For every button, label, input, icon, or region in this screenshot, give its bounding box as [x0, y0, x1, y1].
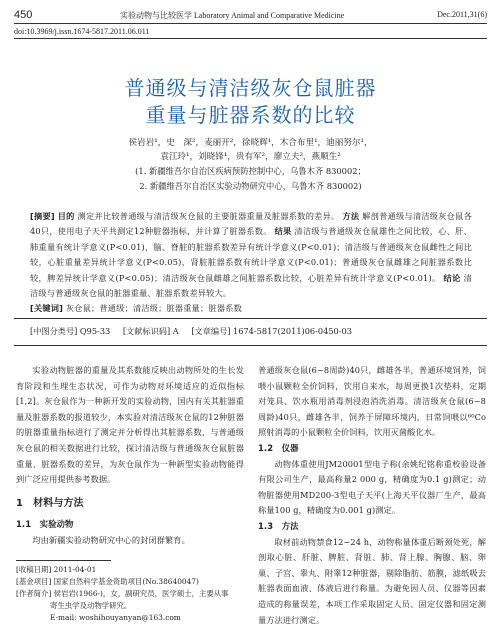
doi: doi:10.3969/j.issn.1674-5817.2011.06.011: [14, 27, 150, 36]
animals-detail-paragraph: 普通级灰仓鼠(6~8周龄)40只，雌雄各半，普通环境饲养，饲喂小鼠颗粒全价饲料，饮用自来水，每周更换1次垫料，定期对笼具、饮水瓶用消毒剂浸泡消洗消毒。清洁级灰仓鼠(6~8周龄)40只，雌雄各半，饲养于屏障环境内，日常饲喂以⁶⁰Co照射消毒的小鼠颗粒全价饲料，饮用灭菌酸化水。: [258, 365, 486, 438]
conclusion-text: 清洁级与普通级灰仓鼠的脏器重量、脏器系数差异较大。: [30, 272, 472, 299]
author-bio-cont: 寄生虫学及动物学研究。: [50, 601, 132, 610]
objective-text: 测定并比较普通级与清洁级灰仓鼠的主要脏器重量及脏器系数的差异。: [77, 211, 340, 221]
affiliations: [0, 164, 501, 194]
animals-paragraph: 均由新疆实验动物研究中心的封闭群繁育。: [32, 534, 190, 545]
section-heading-1-1: 1.1 实验动物: [16, 519, 74, 530]
right-column: [258, 363, 486, 628]
author-email: E-mail: woshihouyanyan@163.com: [50, 613, 181, 622]
abstract-label: [摘要]: [30, 211, 55, 221]
received-date: [收稿日期] 2011-04-01: [16, 565, 97, 574]
classification-line: [30, 326, 472, 337]
section-heading-1-2: 1.2 仪器: [258, 442, 299, 453]
keywords-label: [关键词]: [30, 303, 64, 314]
title-line-1: 普通级与清洁级灰仓鼠脏器: [124, 76, 377, 100]
left-column: [16, 363, 244, 549]
journal-name: 实验动物与比较医学 Laboratory Animal and Comparative Medicine: [120, 11, 345, 20]
authors-line-2: 袁江玲¹，刘晓锋¹，贵有军²，廖立夫²，燕顺生²: [160, 152, 341, 162]
document-code: [文献标识码] A: [122, 326, 179, 336]
methods-paragraph: 取材前动物禁食12~24 h，动物称量体重后断颈处死，解剖取心脏、肝脏、脾脏、肾脏、肺、肾上腺、胸腺、脑、卵巢、子宫、睾丸、附睾12种脏器，剔除脂肪、筋膜，滤纸吸去脏器表面血液、体液后进行称量。为避免因人员、仪器等因素造成的称量误差，本项工作采取固定人员、固定仪器和固定测量方法进行测定。: [258, 536, 486, 625]
doi-rule: [14, 38, 487, 39]
classification-rule: [14, 345, 487, 346]
section-heading-1-3: 1.3 方法: [258, 520, 299, 531]
method-label: 方法: [342, 211, 360, 221]
footnotes: [16, 564, 246, 624]
title-line-2: 重量与脏器系数的比较: [145, 103, 356, 127]
section-heading-1: 1 材料与方法: [16, 497, 84, 509]
page-number: 450: [14, 9, 33, 21]
abstract-rule: [14, 318, 487, 319]
issue-date: Dec.2011,31(6): [437, 10, 487, 19]
running-header: [14, 7, 487, 21]
keywords-text: 灰仓鼠；普通级；清洁级；脏器重量；脏器系数: [65, 303, 242, 314]
intro-paragraph: 实验动物脏器的重量及其系数能反映出动物所处的生长发育阶段和生理生态状况，可作为动物对环境适应的近似指标[1,2]。灰仓鼠作为一种新开发的实验动物，国内有关其脏器重量及脏器系数的报道较少，本实验对清洁级灰仓鼠的12种脏器的脏器重量指标进行了测定并分析得出其脏器系数，与普通级灰仓鼠的相关数据进行比较，探讨清洁级与普通级灰仓鼠脏器重量、脏器系数的差异，为灰仓鼠作为一种新型实验动物能得到广泛应用提供参考数据。: [16, 365, 244, 485]
instruments-paragraph: 动物体重使用JM20001型电子称(余姚纪铭称重校验设备有限公司生产，最高称量2 000 g，精确度为0.1 g)测定；动物脏器使用MD200-3型电子天平(上海天平仪器厂生产，最高称量100 g，精确度为0.001 g)测定。: [258, 458, 486, 516]
author-bio: [作者简介] 侯岩岩(1966-)，女，副研究员，医学硕士，主要从事: [16, 589, 229, 598]
header-rule: [14, 23, 487, 24]
objective-label: 目的: [57, 211, 75, 221]
fund-info: [基金项目] 国家自然科学基金资助项目(No.38640047): [16, 577, 199, 586]
method-text: 解剖普通级与清洁级灰仓鼠各40只，使用电子天平共测定12种脏器指标，并计算了脏器系数。: [30, 211, 472, 237]
result-text: 清洁级与普通级灰仓鼠雄性之间比较，心、肝、肺重量有统计学意义(P<0.01)，脑、脊脏的脏器系数差异有统计学意义(P<0.01)；清洁级与普通级灰仓鼠雌性之间比较，心脏重量差异统计学意义(P<0.05)，肾脏脏器系数有统计学意义(P<0.01)；普通级灰仓鼠雌雄之间脏器系数比较，脾差异统计学意义(P<0.05)；清洁级灰仓鼠雌雄之间脏器系数比较，心脏差异有统计学意义(P<0.01)。: [30, 226, 472, 283]
footnote-rule: [16, 560, 111, 561]
abstract: [30, 209, 472, 317]
conclusion-label: 结论: [443, 272, 461, 283]
authors-line-1: 侯岩岩¹，史 深²，麦丽开²，徐晓辉¹，木合布里¹，迪丽努尔¹，: [128, 138, 373, 148]
affiliation-2: 2. 新疆维吾尔自治区实验动物研究中心，乌鲁木齐 830002): [139, 181, 362, 191]
clc-number: [中图分类号] Q95-33: [30, 326, 111, 336]
article-number: [文章编号] 1674-5817(2011)06-0450-03: [191, 326, 352, 336]
result-label: 结果: [274, 226, 292, 237]
authors: [0, 136, 501, 164]
affiliation-1: (1. 新疆维吾尔自治区疾病预防控制中心，乌鲁木齐 830002；: [135, 166, 366, 176]
